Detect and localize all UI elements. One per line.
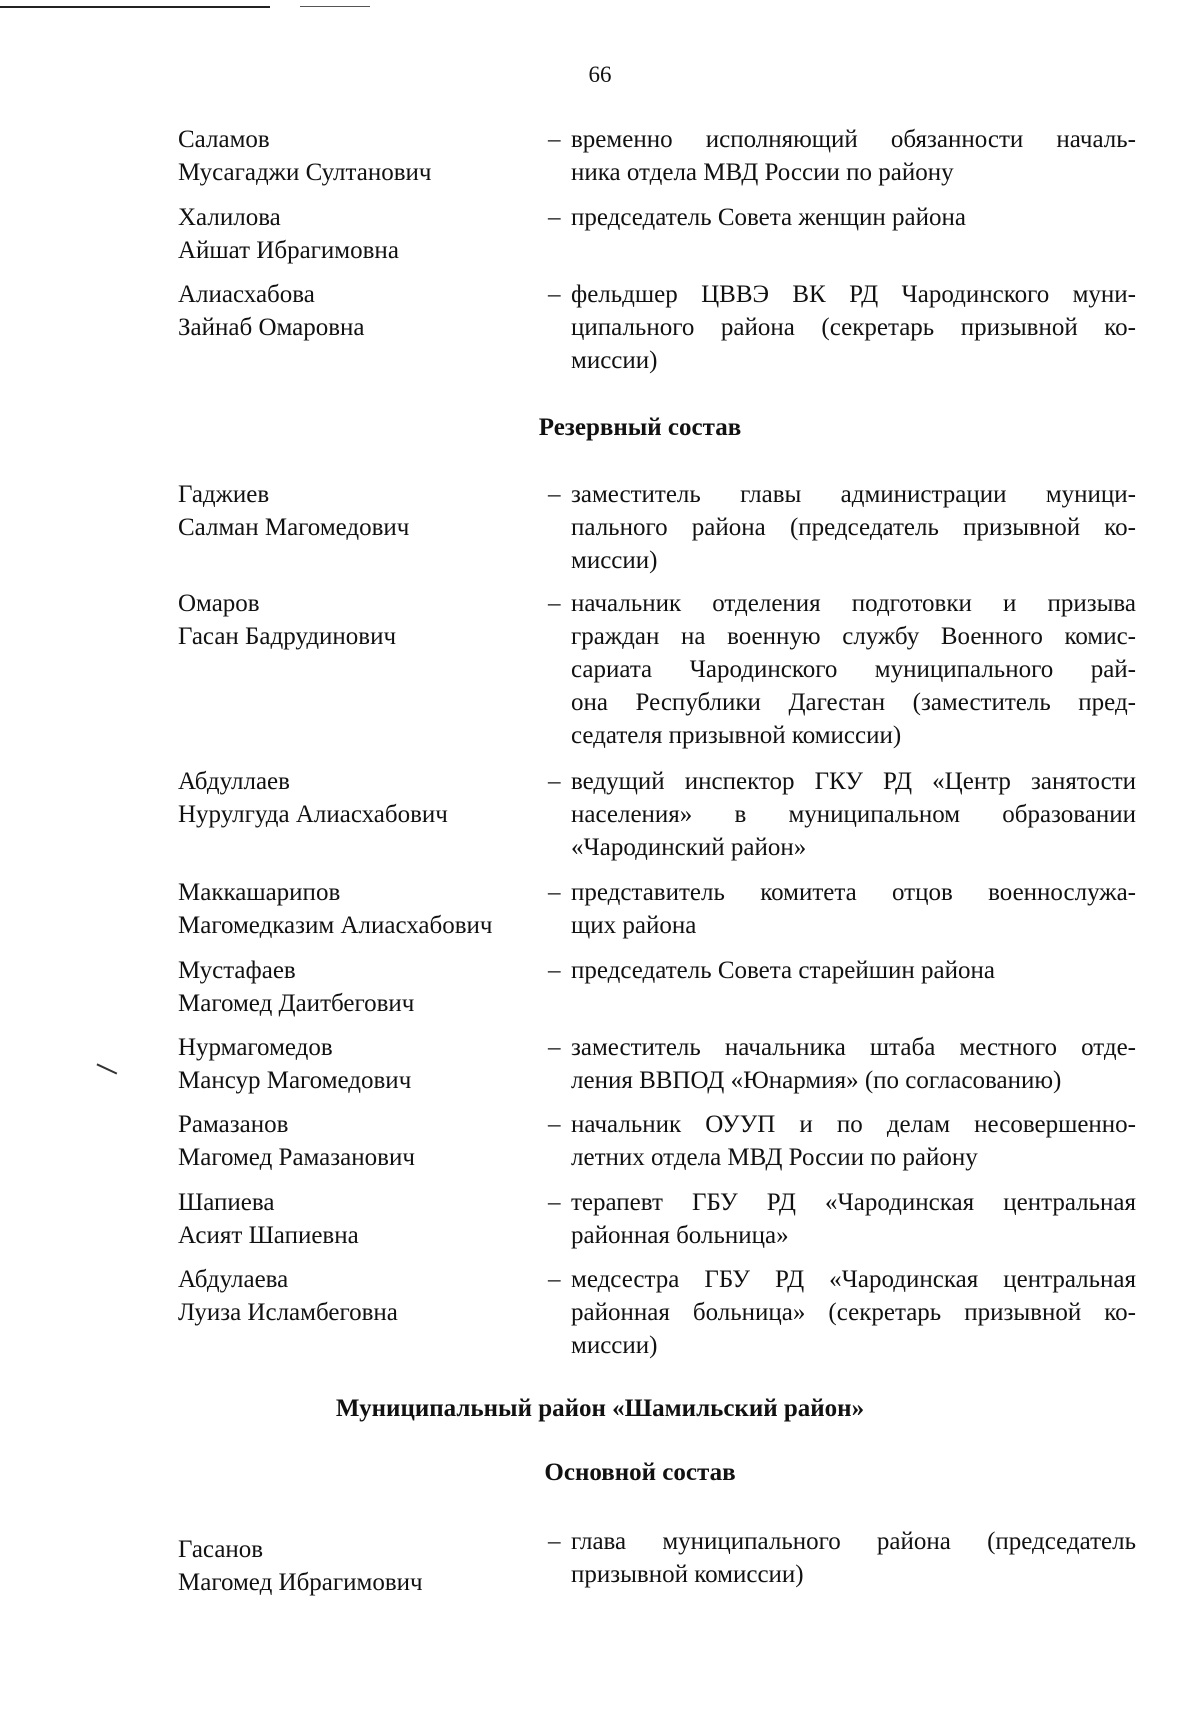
description-line: временно исполняющий обязанности началь- bbox=[571, 126, 1136, 153]
given-names: Магомед Рамазанович bbox=[178, 1144, 415, 1171]
given-names: Салман Магомедович bbox=[178, 514, 410, 541]
position-description bbox=[571, 587, 1136, 752]
surname: Алиасхабова bbox=[178, 281, 315, 308]
person-name bbox=[178, 954, 538, 1020]
district-heading: Муниципальный район «Шамильский район» bbox=[335, 1395, 865, 1422]
description-line: миссии) bbox=[571, 347, 658, 374]
given-names: Луиза Исламбеговна bbox=[178, 1299, 398, 1326]
given-names: Гасан Бадрудинович bbox=[178, 623, 397, 650]
surname: Гасанов bbox=[178, 1536, 264, 1563]
description-line: представитель комитета отцов военнослужа- bbox=[571, 879, 1136, 906]
description-line: председатель Совета женщин района bbox=[571, 204, 966, 231]
dash: – bbox=[548, 1266, 561, 1293]
person-name bbox=[178, 123, 538, 189]
scan-artifact-line bbox=[0, 6, 270, 8]
dash: – bbox=[548, 957, 561, 984]
description-line: она Республики Дагестан (заместитель пред- bbox=[571, 689, 1136, 716]
person-name bbox=[178, 1108, 538, 1174]
description-line: ведущий инспектор ГКУ РД «Центр занятости bbox=[571, 768, 1136, 795]
position-description bbox=[571, 1525, 1136, 1591]
dash: – bbox=[548, 281, 561, 308]
surname: Рамазанов bbox=[178, 1111, 289, 1138]
given-names: Мусагаджи Султанович bbox=[178, 159, 432, 186]
surname: Нурмагомедов bbox=[178, 1034, 333, 1061]
description-line: медсестра ГБУ РД «Чародинская центральная bbox=[571, 1266, 1136, 1293]
description-line: граждан на военную службу Военного комис- bbox=[571, 623, 1136, 650]
description-line: заместитель начальника штаба местного отде- bbox=[571, 1034, 1136, 1061]
person-name bbox=[178, 278, 538, 344]
position-description bbox=[571, 123, 1136, 189]
description-line: районная больница» bbox=[571, 1222, 789, 1249]
description-line: сариата Чародинского муниципального рай- bbox=[571, 656, 1136, 683]
dash: – bbox=[548, 126, 561, 153]
given-names: Зайнаб Омаровна bbox=[178, 314, 365, 341]
description-line: фельдшер ЦВВЭ ВК РД Чародинского муни- bbox=[571, 281, 1136, 308]
given-names: Асият Шапиевна bbox=[178, 1222, 359, 1249]
section-heading: Основной состав bbox=[544, 1459, 736, 1486]
description-line: ления ВВПОД «Юнармия» (по согласованию) bbox=[571, 1067, 1062, 1094]
description-line: седателя призывной комиссии) bbox=[571, 722, 902, 749]
person-name bbox=[178, 478, 538, 544]
position-description bbox=[571, 1108, 1136, 1174]
dash: – bbox=[548, 481, 561, 508]
surname: Мустафаев bbox=[178, 957, 296, 984]
dash: – bbox=[548, 590, 561, 617]
position-description bbox=[571, 876, 1136, 942]
position-description bbox=[571, 478, 1136, 577]
position-description bbox=[571, 201, 1136, 234]
position-description bbox=[571, 954, 1136, 987]
description-line: глава муниципального района (председатель bbox=[571, 1528, 1136, 1555]
description-line: ципального района (секретарь призывной ко- bbox=[571, 314, 1136, 341]
description-line: начальник отделения подготовки и призыва bbox=[571, 590, 1136, 617]
given-names: Магомед Даитбегович bbox=[178, 990, 415, 1017]
dash: – bbox=[548, 768, 561, 795]
position-description bbox=[571, 765, 1136, 864]
description-line: миссии) bbox=[571, 1332, 658, 1359]
description-line: районная больница» (секретарь призывной ко- bbox=[571, 1299, 1136, 1326]
position-description bbox=[571, 1186, 1136, 1252]
surname: Шапиева bbox=[178, 1189, 275, 1216]
person-name bbox=[178, 876, 538, 942]
person-name bbox=[178, 765, 538, 831]
position-description bbox=[571, 1031, 1136, 1097]
description-line: ника отдела МВД России по району bbox=[571, 159, 954, 186]
description-line: призывной комиссии) bbox=[571, 1561, 804, 1588]
dash: – bbox=[548, 879, 561, 906]
person-name bbox=[178, 1186, 538, 1252]
surname: Саламов bbox=[178, 126, 270, 153]
section-heading: Резервный состав bbox=[538, 414, 742, 441]
description-line: миссии) bbox=[571, 547, 658, 574]
description-line: пального района (председатель призывной ко- bbox=[571, 514, 1136, 541]
dash: – bbox=[548, 1528, 561, 1555]
given-names: Айшат Ибрагимовна bbox=[178, 237, 399, 264]
scan-artifact-line bbox=[300, 6, 370, 7]
scan-artifact-mark bbox=[97, 1063, 118, 1074]
position-description bbox=[571, 278, 1136, 377]
description-line: щих района bbox=[571, 912, 697, 939]
dash: – bbox=[548, 1111, 561, 1138]
given-names: Магомед Ибрагимович bbox=[178, 1569, 423, 1596]
description-line: заместитель главы администрации муници- bbox=[571, 481, 1136, 508]
person-name bbox=[178, 587, 538, 653]
dash: – bbox=[548, 1189, 561, 1216]
given-names: Магомедказим Алиасхабович bbox=[178, 912, 493, 939]
description-line: «Чародинский район» bbox=[571, 834, 807, 861]
surname: Гаджиев bbox=[178, 481, 270, 508]
surname: Абдуллаев bbox=[178, 768, 290, 795]
description-line: начальник ОУУП и по делам несовершенно- bbox=[571, 1111, 1136, 1138]
given-names: Мансур Магомедович bbox=[178, 1067, 412, 1094]
description-line: летних отдела МВД России по району bbox=[571, 1144, 978, 1171]
description-line: терапевт ГБУ РД «Чародинская центральная bbox=[571, 1189, 1136, 1216]
given-names: Нурулгуда Алиасхабович bbox=[178, 801, 448, 828]
person-name bbox=[178, 1031, 538, 1097]
person-name bbox=[178, 1263, 538, 1329]
description-line: населения» в муниципальном образовании bbox=[571, 801, 1136, 828]
surname: Маккашарипов bbox=[178, 879, 341, 906]
description-line: председатель Совета старейшин района bbox=[571, 957, 995, 984]
position-description bbox=[571, 1263, 1136, 1362]
surname: Омаров bbox=[178, 590, 260, 617]
person-name bbox=[178, 1533, 538, 1599]
surname: Халилова bbox=[178, 204, 281, 231]
dash: – bbox=[548, 204, 561, 231]
dash: – bbox=[548, 1034, 561, 1061]
page-number: 66 bbox=[588, 62, 612, 87]
person-name bbox=[178, 201, 538, 267]
surname: Абдулаева bbox=[178, 1266, 289, 1293]
